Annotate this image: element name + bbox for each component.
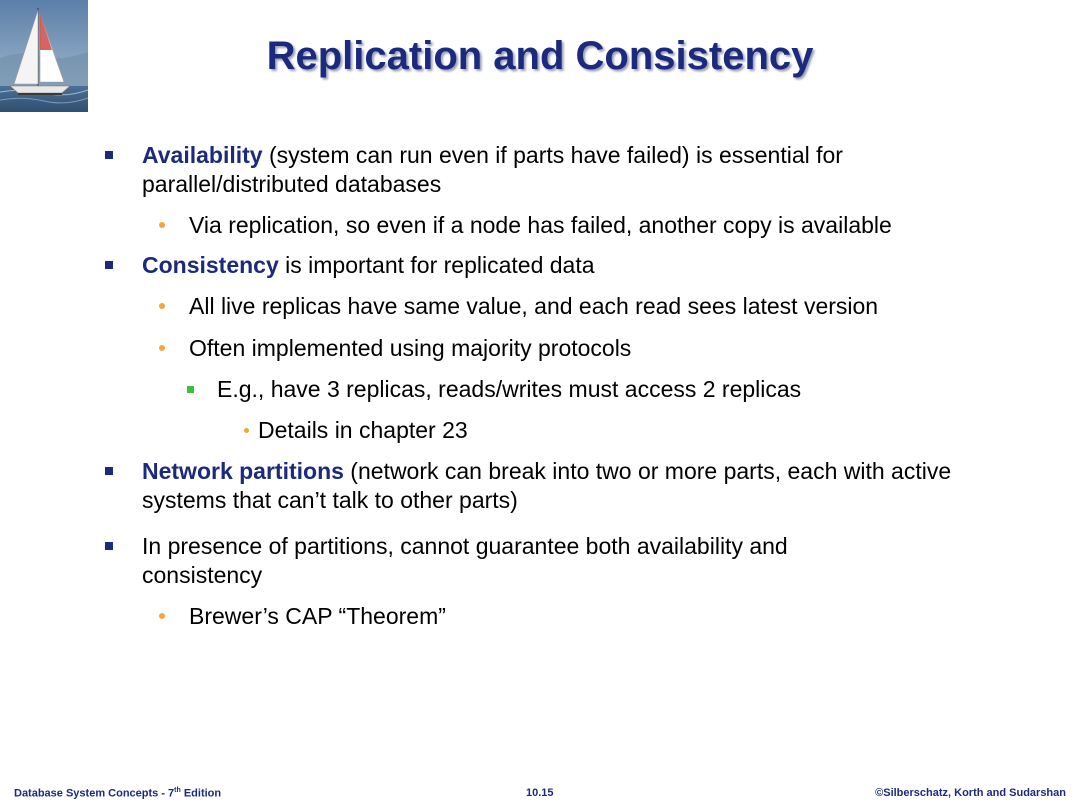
slide-title: Replication and Consistency xyxy=(266,34,814,78)
square-bullet-icon xyxy=(187,386,194,393)
term-network-partitions: Network partitions xyxy=(142,458,344,484)
availability-text: (system can run even if parts have failed) is essential for parallel/distributed databases xyxy=(142,142,843,197)
list-item-consistency xyxy=(142,251,972,280)
cap-text: Brewer’s CAP “Theorem” xyxy=(189,603,446,629)
list-item-majority xyxy=(189,334,989,363)
via-replication-text: Via replication, so even if a node has failed, another copy is available xyxy=(189,212,892,238)
footer-page-number: 10.15 xyxy=(526,787,554,799)
list-item-cap xyxy=(189,602,889,631)
square-bullet-icon xyxy=(105,467,113,475)
square-bullet-icon xyxy=(105,261,113,269)
list-item-presence xyxy=(142,532,872,590)
footer-book-suffix: Edition xyxy=(180,787,222,800)
term-availability: Availability xyxy=(142,142,263,168)
dot-bullet-icon xyxy=(159,345,165,351)
square-bullet-icon xyxy=(105,151,113,159)
footer-book-prefix: Database System Concepts - 7 xyxy=(14,787,175,800)
eg-replicas-text: E.g., have 3 replicas, reads/writes must access 2 replicas xyxy=(217,376,802,402)
majority-text: Often implemented using majority protocols xyxy=(189,335,632,361)
list-item-via-replication xyxy=(189,211,989,240)
dot-bullet-icon xyxy=(159,303,165,309)
list-item-eg-replicas xyxy=(217,375,997,404)
footer-book-sup: th xyxy=(174,787,181,794)
network-partitions-text: (network can break into two or more parts, each with active systems that can’t talk to other parts) xyxy=(142,458,952,513)
list-item-availability xyxy=(142,141,972,199)
footer-copyright: ©Silberschatz, Korth and Sudarshan xyxy=(875,787,1066,799)
details-text: Details in chapter 23 xyxy=(258,417,468,443)
footer-book xyxy=(14,787,221,800)
dot-bullet-icon xyxy=(159,613,165,619)
square-bullet-icon xyxy=(105,542,113,550)
list-item-network-partitions xyxy=(142,457,972,515)
term-consistency: Consistency xyxy=(142,252,279,278)
list-item-details xyxy=(258,416,958,445)
consistency-text: is important for replicated data xyxy=(278,252,595,278)
dot-bullet-icon xyxy=(159,222,165,228)
dot-bullet-icon xyxy=(244,428,249,433)
presence-text: In presence of partitions, cannot guarantee both availability and consistency xyxy=(142,533,788,588)
live-replicas-text: All live replicas have same value, and each read sees latest version xyxy=(189,293,879,319)
list-item-live-replicas xyxy=(189,292,989,321)
